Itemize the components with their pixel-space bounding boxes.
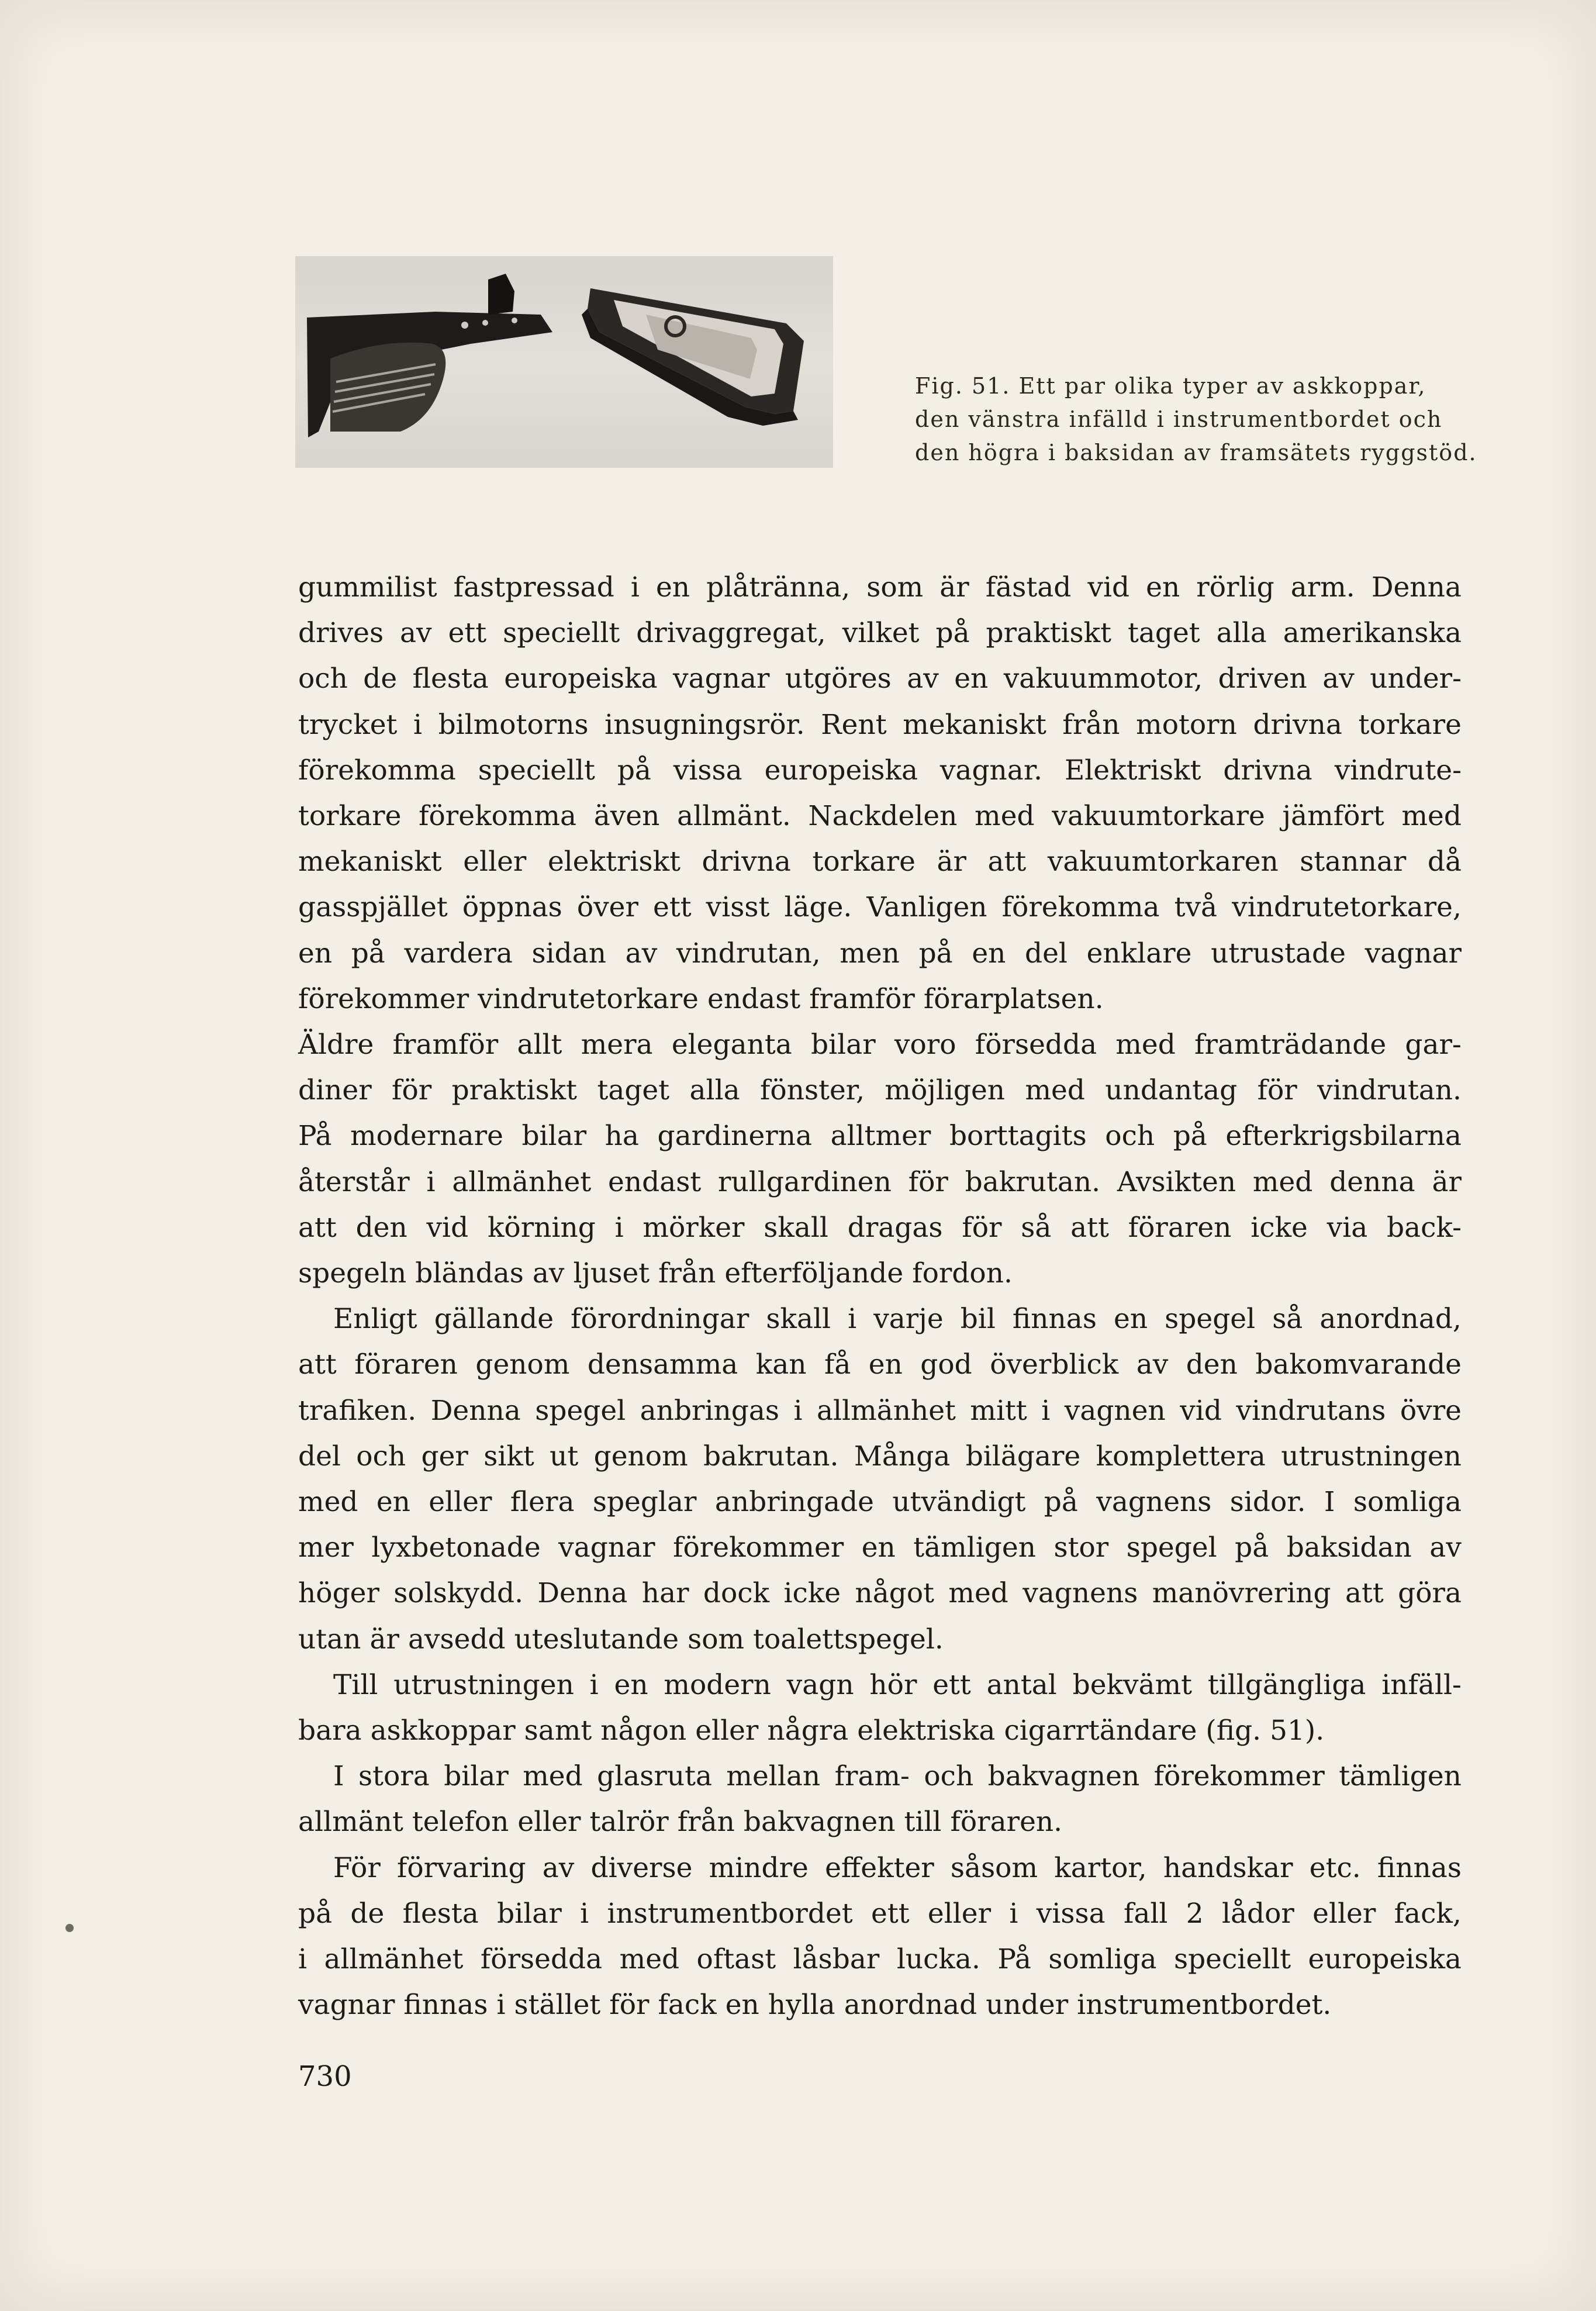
ashtrays-illustration	[295, 256, 833, 468]
caption-line: Fig. 51. Ett par olika typer av askkoppar,	[915, 373, 1426, 399]
text-line: mekaniskt eller elektriskt drivna torkare är att vakuumtorkaren stannar då	[298, 846, 1462, 878]
text-line: bara askkoppar samt någon eller några elektriska cigarrtändare (fig. 51).	[298, 1715, 1325, 1747]
text-line: förekomma speciellt på vissa europeiska vagnar. Elektriskt drivna vindrute-	[298, 754, 1462, 787]
text-line: allmänt telefon eller talrör från bakvagnen till föraren.	[298, 1806, 1063, 1839]
text-line: gummilist fastpressad i en plåtränna, som är fästad vid en rörlig arm. Denna	[298, 571, 1462, 603]
caption-line: den vänstra infälld i instrumentbordet och	[915, 406, 1443, 432]
body-text	[298, 565, 1462, 2029]
text-line: vagnar finnas i stället för fack en hylla anordnad under instrumentbordet.	[298, 1989, 1332, 2022]
text-line: torkare förekomma även allmänt. Nackdelen med vakuumtorkare jämfört med	[298, 800, 1462, 833]
text-line: diner för praktiskt taget alla fönster, möjligen med undantag för vindrutan.	[298, 1074, 1462, 1107]
text-line: mer lyxbetonade vagnar förekommer en tämligen stor spegel på baksidan av	[298, 1532, 1462, 1564]
text-line: förekommer vindrutetorkare endast framför förarplatsen.	[298, 982, 1104, 1015]
text-line: en på vardera sidan av vindrutan, men på en del enklare utrustade vagnar	[298, 937, 1462, 970]
text-line: För förvaring av diverse mindre effekter såsom kartor, handskar etc. finnas	[333, 1851, 1462, 1884]
paper-speck	[65, 1924, 74, 1932]
text-line: på de flesta bilar i instrumentbordet ett eller i vissa fall 2 lådor eller fack,	[298, 1897, 1462, 1930]
text-line: återstår i allmänhet endast rullgardinen för bakrutan. Avsikten med denna är	[298, 1165, 1462, 1198]
caption-line: den högra i baksidan av framsätets ryggstöd.	[915, 440, 1477, 465]
text-line: gasspjället öppnas över ett visst läge. Vanligen förekomma två vindrutetorkare,	[298, 891, 1462, 924]
text-line: På modernare bilar ha gardinerna alltmer borttagits och på efterkrigsbilarna	[298, 1120, 1462, 1153]
text-line: spegeln bländas av ljuset från efterföljande fordon.	[298, 1257, 1013, 1290]
figure-photo-ashtrays	[295, 256, 833, 468]
text-line: Till utrustningen i en modern vagn hör ett antal bekvämt tillgängliga infäll-	[333, 1668, 1462, 1701]
text-line: med en eller flera speglar anbringade utvändigt på vagnens sidor. I somliga	[298, 1486, 1462, 1519]
figure-caption	[915, 370, 1500, 470]
text-line: i allmänhet försedda med oftast låsbar lucka. På somliga speciellt europeiska	[298, 1943, 1462, 1976]
text-line: trafiken. Denna spegel anbringas i allmänhet mitt i vagnen vid vindrutans övre	[298, 1394, 1462, 1427]
text-line: drives av ett speciellt drivaggregat, vilket på praktiskt taget alla amerikanska	[298, 617, 1462, 650]
text-line: att den vid körning i mörker skall dragas för så att föraren icke via back-	[298, 1211, 1462, 1244]
text-line: del och ger sikt ut genom bakrutan. Många bilägare komplettera utrustningen	[298, 1440, 1462, 1472]
page-number: 730	[298, 2060, 352, 2093]
text-line: I stora bilar med glasruta mellan fram- och bakvagnen förekommer tämligen	[333, 1760, 1462, 1793]
text-line: Äldre framför allt mera eleganta bilar voro försedda med framträdande gar-	[298, 1029, 1462, 1061]
text-line: trycket i bilmotorns insugningsrör. Rent mekaniskt från motorn drivna torkare	[298, 708, 1462, 741]
text-line: och de flesta europeiska vagnar utgöres av en vakuummotor, driven av under-	[298, 663, 1462, 695]
text-line: utan är avsedd uteslutande som toalettspegel.	[298, 1623, 944, 1655]
text-line: att föraren genom densamma kan få en god överblick av den bakomvarande	[298, 1348, 1462, 1381]
text-line: Enligt gällande förordningar skall i varje bil finnas en spegel så anordnad,	[333, 1303, 1462, 1336]
text-line: höger solskydd. Denna har dock icke något med vagnens manövrering att göra	[298, 1577, 1462, 1610]
